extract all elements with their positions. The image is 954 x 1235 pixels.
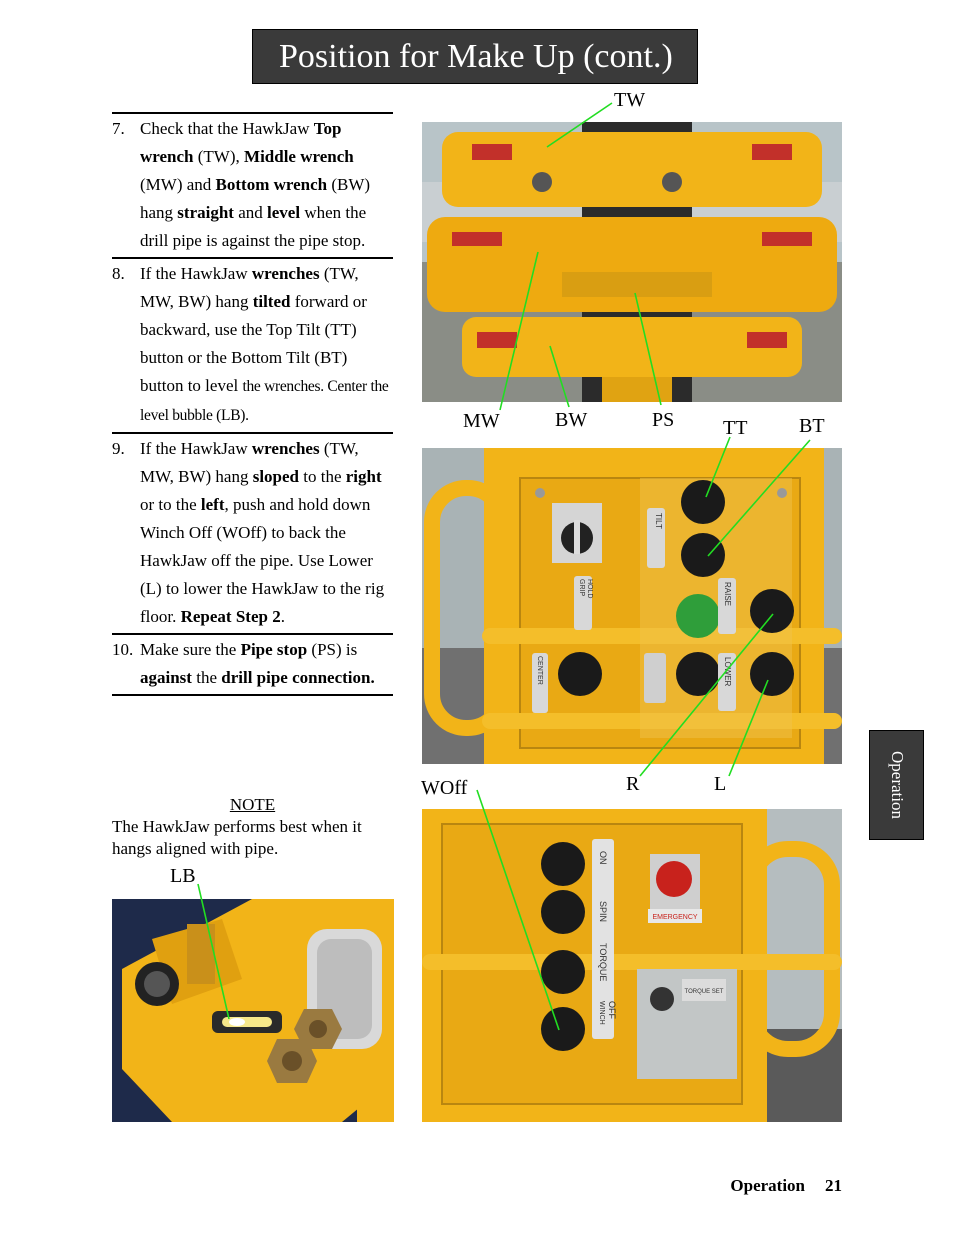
callout-ps: PS (652, 409, 675, 431)
step-8 (112, 257, 393, 432)
step-text-run: If the HawkJaw (140, 264, 252, 283)
callout-mw: MW (463, 410, 500, 432)
emphasized-text: level (267, 203, 301, 222)
tilt-panel-photo (422, 448, 842, 764)
step-10 (112, 633, 393, 696)
step-number: 8. (112, 264, 125, 283)
off-marking: OFF (607, 1001, 617, 1019)
step-text-run: to the (299, 467, 346, 486)
winch-panel-photo (422, 809, 842, 1122)
step-text-run: the (191, 668, 222, 687)
note-body: The HawkJaw performs best when it hangs aligned with pipe. (112, 817, 362, 858)
step-text (140, 264, 388, 424)
emphasized-text: against (140, 668, 192, 687)
step-number: 10. (112, 640, 134, 659)
step-text-run: , push and hold down Winch Off (WOff) to back the HawkJaw off the pipe. Use Lower (L) to lower the HawkJaw to the rig floor. (140, 495, 385, 626)
step-7 (112, 112, 393, 257)
step-text-run: forward or backward, use the Top Tilt (TT) button or the Bottom Tilt (BT) button to level (140, 292, 367, 395)
page-number: 21 (825, 1176, 842, 1195)
torque-set-marking: TORQUE SET (684, 989, 724, 995)
callout-woff: WOff (421, 777, 468, 799)
footer-section: Operation (730, 1176, 805, 1195)
step-text-run: when the drill pipe is against the pipe stop. (140, 203, 367, 250)
step-text-run: (TW, MW, BW) hang (140, 264, 359, 311)
note-heading: NOTE (229, 795, 276, 814)
grip-marking: GRIP (578, 579, 585, 597)
side-tab-label: Operation (887, 751, 907, 819)
raise-marking: RAISE (723, 582, 732, 607)
step-number: 7. (112, 119, 125, 138)
level-bubble-photo (112, 899, 394, 1122)
step-9 (112, 432, 393, 633)
wrenches-photo (422, 122, 842, 402)
tilt-panel-illustration (422, 448, 842, 764)
emphasized-text: wrenches (251, 264, 320, 283)
step-text-run: If the HawkJaw (140, 439, 252, 458)
emphasized-text: right (345, 467, 382, 486)
callout-bt: BT (799, 415, 825, 437)
step-text-run: the wrenches. Center the level bubble (LB). (140, 378, 389, 424)
hold-marking: HOLD (586, 579, 593, 599)
callout-tt: TT (723, 417, 748, 439)
winch-panel-illustration (422, 809, 842, 1122)
emphasized-text: straight (177, 203, 234, 222)
wrenches-illustration (422, 122, 842, 402)
winch-marking: WINCH (598, 1001, 605, 1025)
step-text (140, 119, 370, 250)
emphasized-text: tilted (252, 292, 291, 311)
emphasized-text: left (200, 495, 225, 514)
callout-l: L (714, 773, 727, 795)
step-text-run: (TW, MW, BW) hang (140, 439, 359, 486)
emphasized-text: Middle wrench (244, 147, 354, 166)
callout-tw: TW (614, 89, 646, 111)
spin-marking: SPIN (598, 901, 608, 923)
center-marking: CENTER (536, 656, 543, 685)
on-marking: ON (598, 851, 608, 865)
procedure-steps (112, 112, 393, 696)
step-text-run: (BW) hang (140, 175, 371, 222)
emphasized-text: Bottom wrench (215, 175, 328, 194)
step-text-run: or to the (140, 495, 201, 514)
step-text-run: (TW), (193, 147, 245, 166)
emphasized-text: Top wrench (140, 119, 342, 166)
step-text-run: . (280, 607, 285, 626)
tilt-marking: TILT (654, 513, 663, 529)
callout-lb: LB (170, 865, 196, 887)
lower-marking: LOWER (723, 657, 732, 687)
callout-r: R (626, 773, 640, 795)
step-text-run: (MW) and (140, 175, 216, 194)
step-text-run: Make sure the (140, 640, 241, 659)
step-text (140, 640, 375, 687)
level-bubble-illustration (112, 899, 394, 1122)
torque-marking: TORQUE (598, 943, 608, 982)
emphasized-text: drill pipe connection. (221, 668, 375, 687)
page-title: Position for Make Up (cont.) (252, 29, 698, 84)
emergency-marking: EMERGENCY (652, 914, 698, 921)
step-text-run: (PS) is (307, 640, 358, 659)
emphasized-text: sloped (252, 467, 299, 486)
step-text (140, 439, 384, 626)
emphasized-text: Repeat Step 2 (180, 607, 281, 626)
step-number: 9. (112, 439, 125, 458)
page-footer (690, 1176, 842, 1196)
section-side-tab (869, 730, 924, 840)
step-text-run: and (233, 203, 268, 222)
emphasized-text: Pipe stop (240, 640, 308, 659)
emphasized-text: wrenches (251, 439, 320, 458)
step-text-run: Check that the HawkJaw (140, 119, 314, 138)
callout-bw: BW (555, 409, 588, 431)
